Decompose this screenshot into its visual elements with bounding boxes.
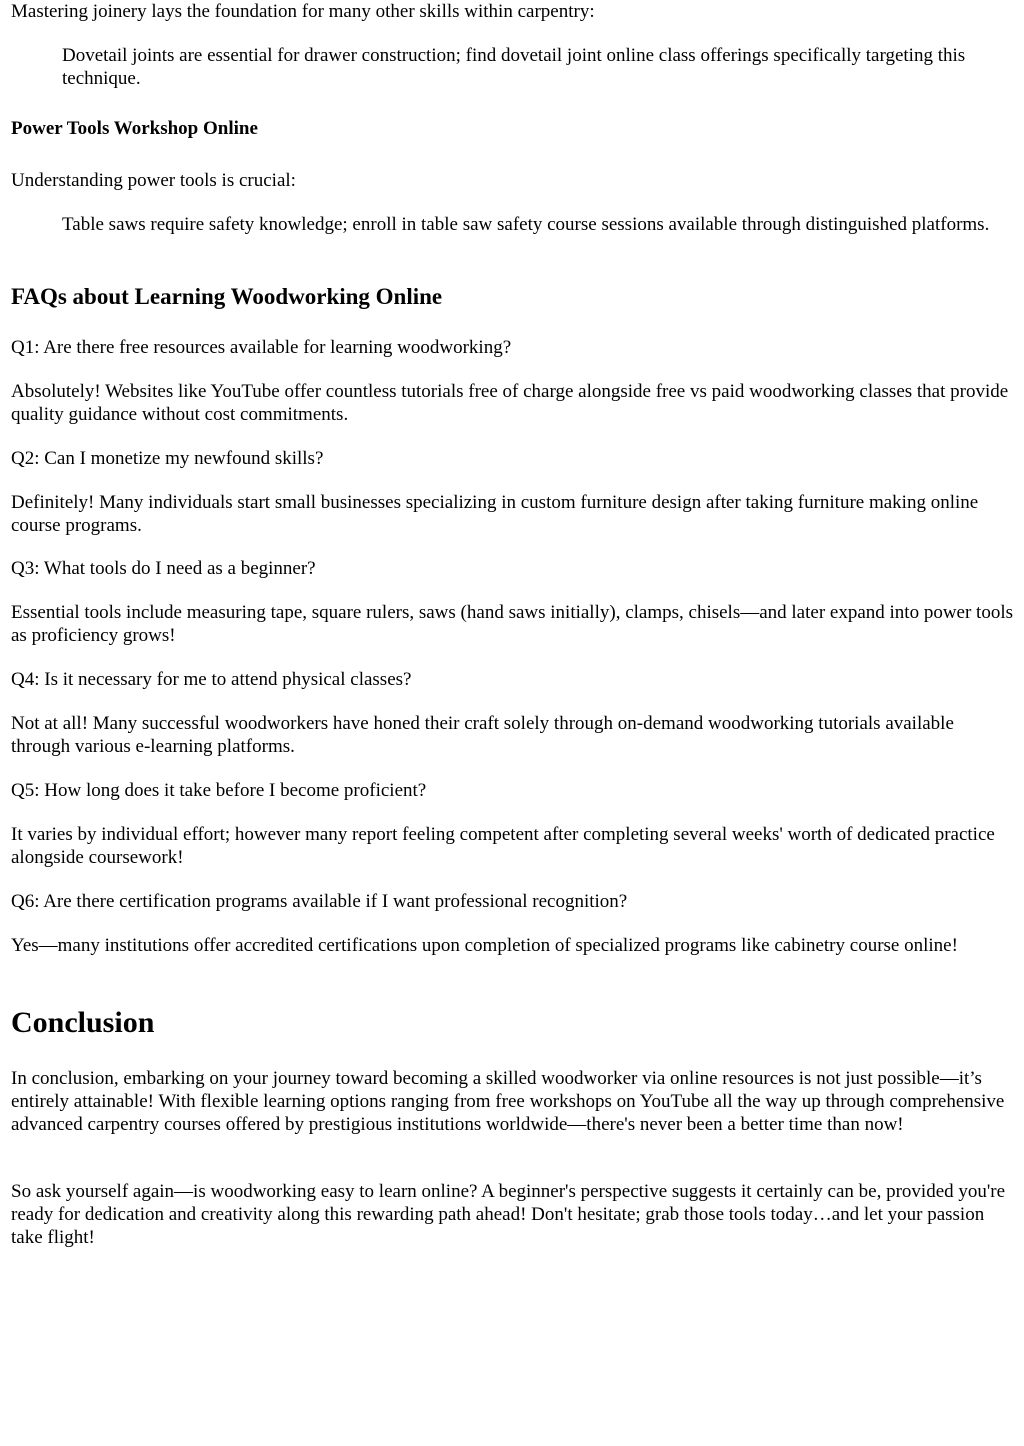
faq-question: Q4: Is it necessary for me to attend physical classes? bbox=[11, 669, 412, 690]
faq-answer: It varies by individual effort; however many report feeling competent after completing several weeks' worth of dedicated practice alongside coursework! bbox=[11, 824, 995, 868]
faq-question: Q3: What tools do I need as a beginner? bbox=[11, 558, 316, 579]
faq-answer: Absolutely! Websites like YouTube offer countless tutorials free of charge alongside free vs paid woodworking classes that provide quality guidance without cost commitments. bbox=[11, 381, 1009, 425]
faq-answer: Not at all! Many successful woodworkers have honed their craft solely through on-demand woodworking tutorials available through various e-learning platforms. bbox=[11, 713, 954, 757]
table-saw-quote: Table saws require safety knowledge; enroll in table saw safety course sessions available through distinguished platforms. bbox=[62, 214, 990, 235]
power-tools-paragraph: Understanding power tools is crucial: bbox=[11, 170, 296, 191]
faq-question: Q5: How long does it take before I become proficient? bbox=[11, 780, 427, 801]
power-tools-heading: Power Tools Workshop Online bbox=[11, 118, 258, 139]
conclusion-paragraph-1: In conclusion, embarking on your journey toward becoming a skilled woodworker via online resources is not just possible—it’s entirely attainable! With flexible learning options ranging from free workshops on YouTube all the way up through comprehensive advanced carpentry courses offered by prestigious institutions worldwide—there's never been a better time than now! bbox=[11, 1068, 1005, 1135]
dovetail-quote: Dovetail joints are essential for drawer construction; find dovetail joint online class offerings specifically targeting this technique. bbox=[62, 45, 966, 89]
conclusion-heading: Conclusion bbox=[11, 1006, 155, 1039]
faq-answer: Essential tools include measuring tape, square rulers, saws (hand saws initially), clamps, chisels—and later expand into power tools as proficiency grows! bbox=[11, 602, 1014, 646]
faq-question: Q6: Are there certification programs available if I want professional recognition? bbox=[11, 891, 628, 912]
faqs-heading: FAQs about Learning Woodworking Online bbox=[11, 284, 443, 309]
faq-question: Q2: Can I monetize my newfound skills? bbox=[11, 448, 324, 469]
faq-question: Q1: Are there free resources available for learning woodworking? bbox=[11, 337, 512, 358]
intro-paragraph: Mastering joinery lays the foundation for many other skills within carpentry: bbox=[11, 1, 595, 22]
faq-answer: Definitely! Many individuals start small businesses specializing in custom furniture design after taking furniture making online course programs. bbox=[11, 492, 979, 536]
faq-answer: Yes—many institutions offer accredited certifications upon completion of specialized programs like cabinetry course online! bbox=[11, 935, 958, 956]
conclusion-paragraph-2: So ask yourself again—is woodworking easy to learn online? A beginner's perspective suggests it certainly can be, provided you're ready for dedication and creativity along this rewarding path ahead! Don't hesitate; grab those tools today…and let your passion take flight! bbox=[11, 1181, 1006, 1248]
